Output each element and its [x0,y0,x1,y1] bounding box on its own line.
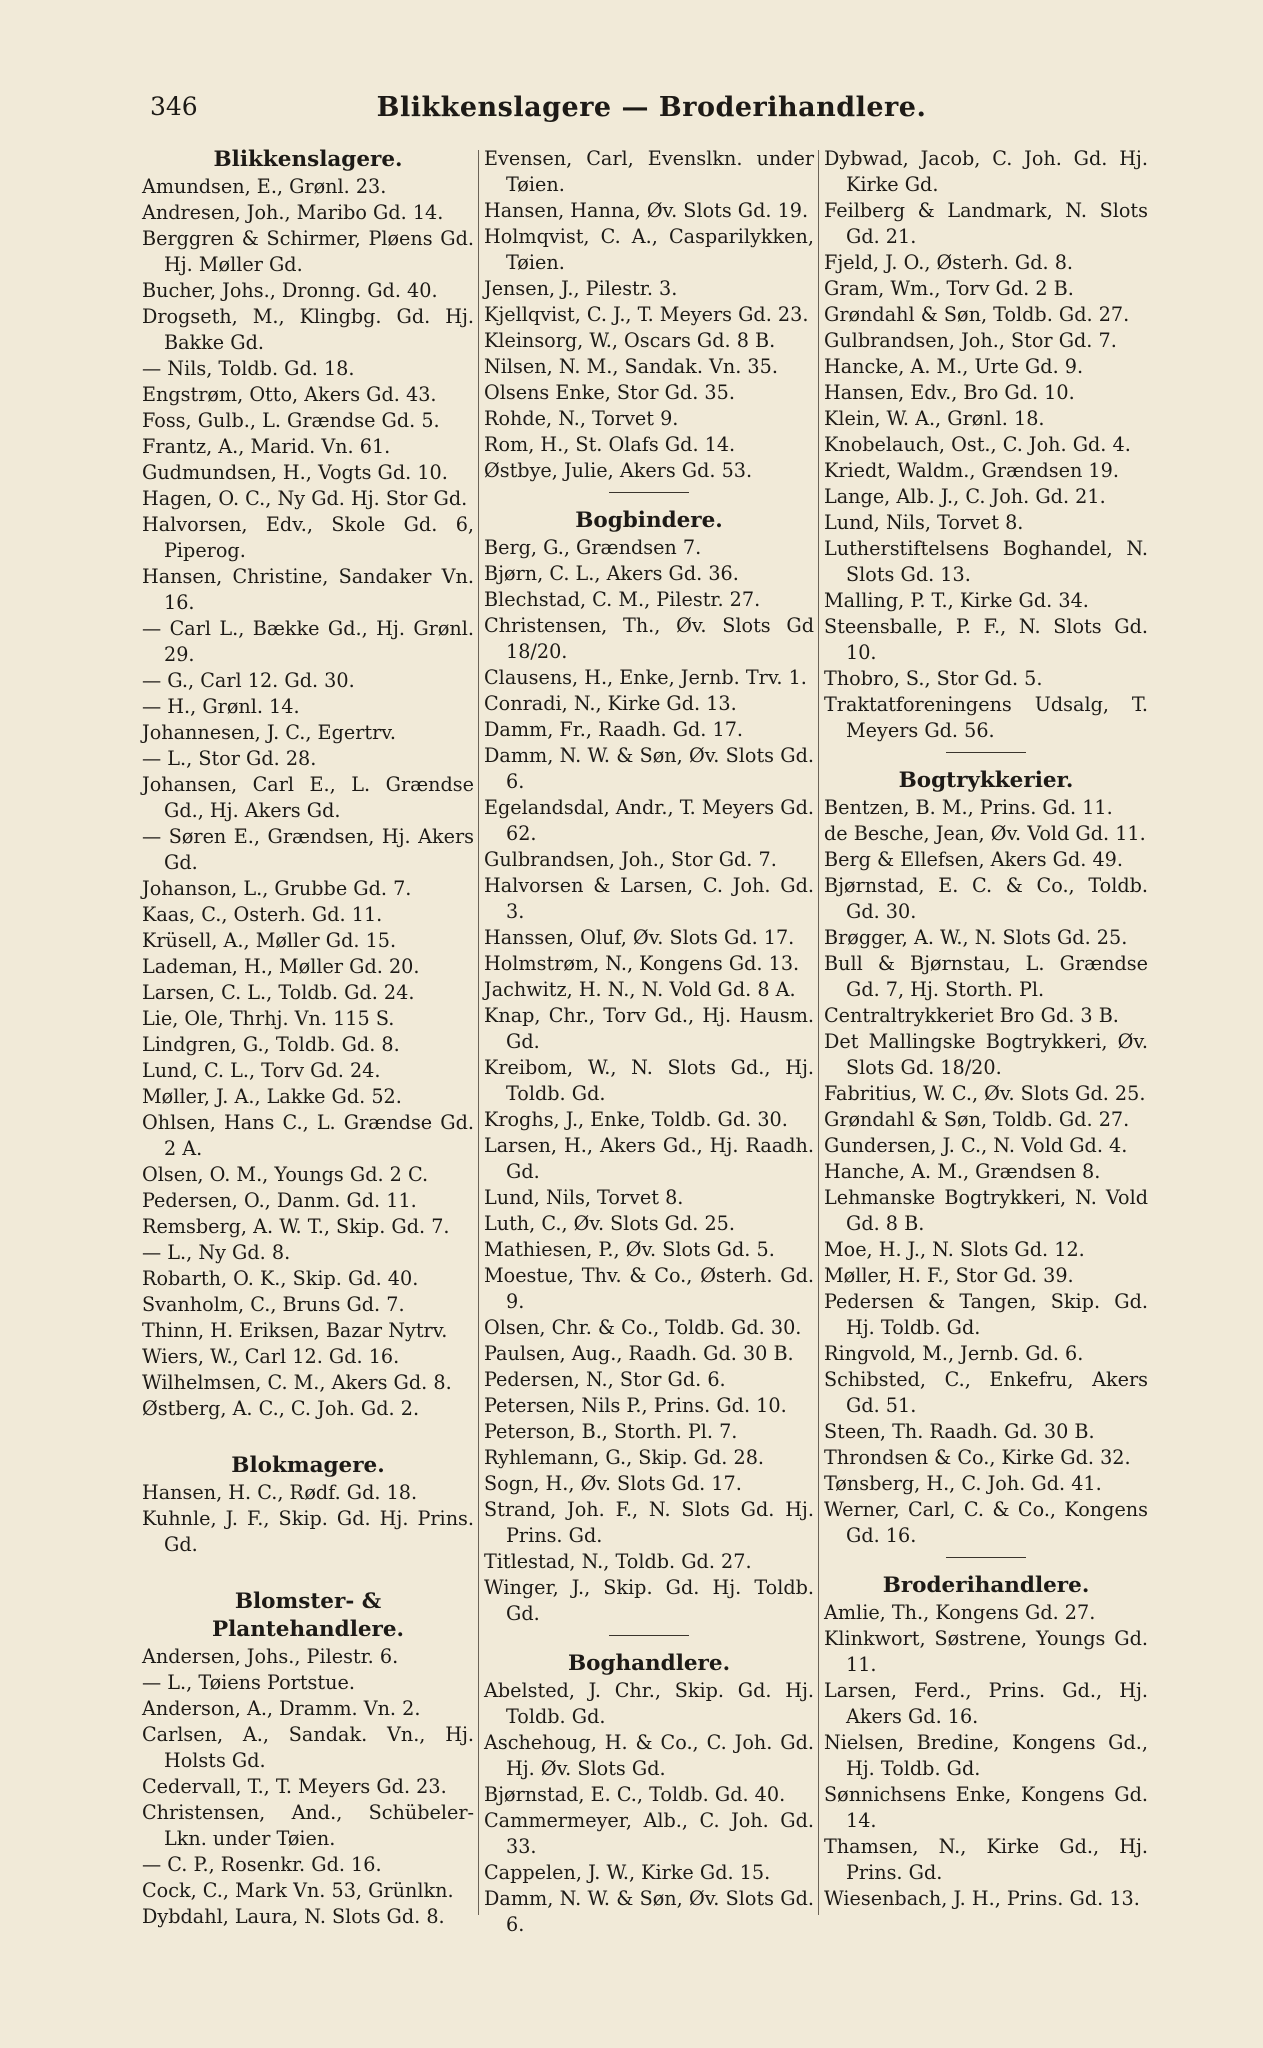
section-separator [946,1557,1026,1558]
directory-entry: Mathiesen, P., Øv. Slots Gd. 5. [484,1238,775,1261]
directory-entry: Damm, N. W. & Søn, Øv. Slots Gd. 6. [484,744,814,793]
directory-entry: Lutherstiftelsens Boghandel, N. Slots Gd. 13. [824,537,1148,586]
directory-entry: Møller, J. A., Lakke Gd. 52. [142,1085,402,1108]
directory-entry: Lund, C. L., Torv Gd. 24. [142,1059,381,1082]
directory-entry: Bucher, Johs., Dronng. Gd. 40. [142,279,438,302]
directory-entry: Drogseth, M., Klingbg. Gd. Hj. Bakke Gd. [142,305,474,354]
directory-entry: Grøndahl & Søn, Toldb. Gd. 27. [824,1108,1130,1131]
directory-entry: Hansen, H. C., Rødf. Gd. 18. [142,1481,418,1504]
directory-entry: Paulsen, Aug., Raadh. Gd. 30 B. [484,1342,794,1365]
directory-entry: Kroghs, J., Enke, Toldb. Gd. 30. [484,1108,788,1131]
directory-entry: Johanson, L., Grubbe Gd. 7. [142,877,412,900]
directory-entry: Foss, Gulb., L. Grændse Gd. 5. [142,409,440,432]
directory-entry: Johannesen, J. C., Egertrv. [142,721,396,744]
directory-entry: Det Mallingske Bogtrykkeri, Øv. Slots Gd. 18/20. [824,1030,1148,1079]
directory-entry: Thobro, S., Stor Gd. 5. [824,667,1043,690]
directory-entry: Amlie, Th., Kongens Gd. 27. [824,1601,1096,1624]
directory-entry: Ryhlemann, G., Skip. Gd. 28. [484,1446,764,1469]
directory-entry: Østberg, A. C., C. Joh. Gd. 2. [142,1397,420,1420]
directory-entry: Pedersen, O., Danm. Gd. 11. [142,1189,417,1212]
directory-entry: Steen, Th. Raadh. Gd. 30 B. [824,1420,1095,1443]
directory-entry: Christensen, Th., Øv. Slots Gd 18/20. [484,614,814,663]
directory-entry: Luth, C., Øv. Slots Gd. 25. [484,1212,735,1235]
directory-entry: Østbye, Julie, Akers Gd. 53. [484,459,753,482]
directory-entry: Moe, H. J., N. Slots Gd. 12. [824,1238,1085,1261]
directory-entry: Schibsted, C., Enkefru, Akers Gd. 51. [824,1368,1148,1417]
directory-entry: Fjeld, J. O., Østerh. Gd. 8. [824,251,1074,274]
directory-entry: Tønsberg, H., C. Joh. Gd. 41. [824,1472,1102,1495]
directory-entry: Hagen, O. C., Ny Gd. Hj. Stor Gd. [142,487,468,510]
directory-entry: Abelsted, J. Chr., Skip. Gd. Hj. Toldb. Gd. [484,1679,814,1728]
directory-entry: Hansen, Christine, Sandaker Vn. 16. [142,565,474,614]
columns [142,146,1148,1936]
running-title: Blikkenslagere — Broderihandlere. [376,92,927,123]
directory-entry: Lehmanske Bogtrykkeri, N. Vold Gd. 8 B. [824,1186,1148,1235]
directory-entry: Remsberg, A. W. T., Skip. Gd. 7. [142,1215,450,1238]
directory-entry: Cammermeyer, Alb., C. Joh. Gd. 33. [484,1809,814,1858]
directory-entry: Dybdahl, Laura, N. Slots Gd. 8. [142,1905,445,1928]
page-header [150,92,1153,132]
directory-entry: Hancke, A. M., Urte Gd. 9. [824,355,1084,378]
page-number: 346 [150,92,198,121]
directory-entry: de Besche, Jean, Øv. Vold Gd. 11. [824,822,1146,845]
directory-entry: Conradi, N., Kirke Gd. 13. [484,692,737,715]
directory-entry: Bull & Bjørnstau, L. Grændse Gd. 7, Hj. Storth. Pl. [824,952,1148,1001]
directory-entry: Sogn, H., Øv. Slots Gd. 17. [484,1472,742,1495]
section-separator [609,492,689,493]
directory-entry: Winger, J., Skip. Gd. Hj. Toldb. Gd. [484,1576,814,1625]
directory-entry: Olsen, Chr. & Co., Toldb. Gd. 30. [484,1316,802,1339]
directory-entry: Lund, Nils, Torvet 8. [824,511,1024,534]
directory-entry: Bjørnstad, E. C. & Co., Toldb. Gd. 30. [824,874,1148,923]
directory-entry: Olsens Enke, Stor Gd. 35. [484,381,735,404]
directory-entry: Krüsell, A., Møller Gd. 15. [142,929,397,952]
directory-entry: Johansen, Carl E., L. Grændse Gd., Hj. Akers Gd. [142,773,474,822]
directory-entry: Nilsen, N. M., Sandak. Vn. 35. [484,355,778,378]
directory-entry: — L., Stor Gd. 28. [142,747,317,770]
directory-entry: Halvorsen, Edv., Skole Gd. 6, Piperog. [142,513,474,562]
directory-entry: Bjørnstad, E. C., Toldb. Gd. 40. [484,1783,786,1806]
section-heading: Blomster- & Plantehandlere. [211,1589,405,1642]
section-gap [142,1558,474,1588]
directory-entry: — L., Ny Gd. 8. [142,1241,291,1264]
section-separator [946,752,1026,753]
directory-entry: Holmstrøm, N., Kongens Gd. 13. [484,952,800,975]
directory-entry: Thamsen, N., Kirke Gd., Hj. Prins. Gd. [824,1835,1148,1884]
directory-entry: Damm, N. W. & Søn, Øv. Slots Gd. 6. [484,1887,814,1936]
directory-entry: Centraltrykkeriet Bro Gd. 3 B. [824,1004,1119,1027]
directory-entry: Cedervall, T., T. Meyers Gd. 23. [142,1775,447,1798]
directory-entry: Klein, W. A., Grønl. 18. [824,407,1045,430]
directory-entry: — Søren E., Grændsen, Hj. Akers Gd. [142,825,474,874]
directory-entry: Knap, Chr., Torv Gd., Hj. Hausm. Gd. [484,1004,814,1053]
directory-entry: Thinn, H. Eriksen, Bazar Nytrv. [142,1319,448,1342]
directory-entry: Larsen, H., Akers Gd., Hj. Raadh. Gd. [484,1134,814,1183]
directory-entry: Gulbrandsen, Joh., Stor Gd. 7. [484,848,777,871]
directory-entry: Carlsen, A., Sandak. Vn., Hj. Holsts Gd. [142,1723,474,1772]
directory-entry: Malling, P. T., Kirke Gd. 34. [824,589,1089,612]
directory-entry: Wiers, W., Carl 12. Gd. 16. [142,1345,400,1368]
section-separator [609,1635,689,1636]
directory-entry: Andresen, Joh., Maribo Gd. 14. [142,201,444,224]
directory-entry: Christensen, And., Schübeler-Lkn. under Tøien. [142,1801,474,1850]
column-3 [824,146,1148,1916]
directory-entry: Kjellqvist, C. J., T. Meyers Gd. 23. [484,303,809,326]
directory-entry: — C. P., Rosenkr. Gd. 16. [142,1853,382,1876]
directory-entry: Lange, Alb. J., C. Joh. Gd. 21. [824,485,1106,508]
directory-entry: Pedersen & Tangen, Skip. Gd. Hj. Toldb. Gd. [824,1290,1148,1339]
directory-entry: Berggren & Schirmer, Pløens Gd. Hj. Møller Gd. [142,227,474,276]
directory-entry: Bentzen, B. M., Prins. Gd. 11. [824,796,1113,819]
section-heading: Boghandlere. [567,1651,731,1676]
directory-entry: Rom, H., St. Olafs Gd. 14. [484,433,736,456]
directory-entry: Berg & Ellefsen, Akers Gd. 49. [824,848,1123,871]
directory-entry: Damm, Fr., Raadh. Gd. 17. [484,718,744,741]
directory-entry: Frantz, A., Marid. Vn. 61. [142,435,391,458]
directory-entry: Ohlsen, Hans C., L. Grændse Gd. 2 A. [142,1111,474,1160]
column-2 [484,146,814,1936]
directory-entry: Gram, Wm., Torv Gd. 2 B. [824,277,1074,300]
directory-entry: — Carl L., Bække Gd., Hj. Grønl. 29. [142,617,474,666]
directory-entry: Andersen, Johs., Pilestr. 6. [142,1645,399,1668]
directory-entry: Fabritius, W. C., Øv. Slots Gd. 25. [824,1082,1146,1105]
directory-entry: Kriedt, Waldm., Grændsen 19. [824,459,1119,482]
directory-entry: Wiesenbach, J. H., Prins. Gd. 13. [824,1887,1140,1910]
directory-entry: Anderson, A., Dramm. Vn. 2. [142,1697,421,1720]
directory-entry: Engstrøm, Otto, Akers Gd. 43. [142,383,437,406]
directory-entry: Hansen, Hanna, Øv. Slots Gd. 19. [484,199,809,222]
directory-entry: Nielsen, Bredine, Kongens Gd., Hj. Toldb. Gd. [824,1731,1148,1780]
directory-entry: Cock, C., Mark Vn. 53, Grünlkn. [142,1879,454,1902]
directory-entry: Lademan, H., Møller Gd. 20. [142,955,420,978]
directory-entry: Kreibom, W., N. Slots Gd., Hj. Toldb. Gd. [484,1056,814,1105]
directory-entry: Halvorsen & Larsen, C. Joh. Gd. 3. [484,874,814,923]
directory-entry: Lund, Nils, Torvet 8. [484,1186,684,1209]
directory-entry: Robarth, O. K., Skip. Gd. 40. [142,1267,419,1290]
column-1 [142,146,474,1928]
directory-entry: Kaas, C., Osterh. Gd. 11. [142,903,383,926]
directory-entry: Jachwitz, H. N., N. Vold Gd. 8 A. [484,978,796,1001]
directory-entry: Olsen, O. M., Youngs Gd. 2 C. [142,1163,429,1186]
directory-entry: Lindgren, G., Toldb. Gd. 8. [142,1033,400,1056]
directory-entry: Kuhnle, J. F., Skip. Gd. Hj. Prins. Gd. [142,1507,474,1556]
directory-entry: Knobelauch, Ost., C. Joh. Gd. 4. [824,433,1131,456]
directory-entry: Egelandsdal, Andr., T. Meyers Gd. 62. [484,796,814,845]
directory-entry: Evensen, Carl, Evenslkn. under Tøien. [484,147,814,196]
directory-entry: Clausens, H., Enke, Jernb. Trv. 1. [484,666,807,689]
directory-entry: Bjørn, C. L., Akers Gd. 36. [484,562,739,585]
directory-entry: Ringvold, M., Jernb. Gd. 6. [824,1342,1084,1365]
directory-entry: Rohde, N., Torvet 9. [484,407,679,430]
directory-entry: Amundsen, E., Grønl. 23. [142,175,387,198]
directory-entry: Hansen, Edv., Bro Gd. 10. [824,381,1075,404]
directory-entry: Pedersen, N., Stor Gd. 6. [484,1368,726,1391]
section-heading: Broderihandlere. [882,1573,1090,1598]
directory-entry: Dybwad, Jacob, C. Joh. Gd. Hj. Kirke Gd. [824,147,1148,196]
directory-entry: Titlestad, N., Toldb. Gd. 27. [484,1550,752,1573]
directory-entry: Traktatforeningens Udsalg, T. Meyers Gd. 56. [824,693,1148,742]
directory-entry: Svanholm, C., Bruns Gd. 7. [142,1293,405,1316]
directory-entry: Hanssen, Oluf, Øv. Slots Gd. 17. [484,926,795,949]
directory-entry: Klinkwort, Søstrene, Youngs Gd. 11. [824,1627,1148,1676]
directory-entry: Feilberg & Landmark, N. Slots Gd. 21. [824,199,1148,248]
directory-entry: Aschehoug, H. & Co., C. Joh. Gd. Hj. Øv. Slots Gd. [484,1731,814,1780]
directory-entry: Moestue, Thv. & Co., Østerh. Gd. 9. [484,1264,814,1313]
directory-entry: Sønnichsens Enke, Kongens Gd. 14. [824,1783,1148,1832]
section-heading: Bogtrykkerier. [898,768,1074,793]
directory-entry: Gulbrandsen, Joh., Stor Gd. 7. [824,329,1117,352]
directory-entry: Strand, Joh. F., N. Slots Gd. Hj. Prins. Gd. [484,1498,814,1547]
directory-entry: Brøgger, A. W., N. Slots Gd. 25. [824,926,1128,949]
section-heading: Blikkenslagere. [213,147,403,172]
directory-entry: Wilhelmsen, C. M., Akers Gd. 8. [142,1371,452,1394]
directory-entry: — L., Tøiens Portstue. [142,1671,355,1694]
directory-entry: Cappelen, J. W., Kirke Gd. 15. [484,1861,771,1884]
directory-entry: Throndsen & Co., Kirke Gd. 32. [824,1446,1131,1469]
directory-entry: Grøndahl & Søn, Toldb. Gd. 27. [824,303,1130,326]
directory-entry: Blechstad, C. M., Pilestr. 27. [484,588,761,611]
directory-entry: Petersen, Nils P., Prins. Gd. 10. [484,1394,787,1417]
directory-entry: — H., Grønl. 14. [142,695,300,718]
directory-entry: — G., Carl 12. Gd. 30. [142,669,355,692]
directory-entry: Hanche, A. M., Grændsen 8. [824,1160,1101,1183]
directory-entry: Peterson, B., Storth. Pl. 7. [484,1420,738,1443]
directory-entry: — Nils, Toldb. Gd. 18. [142,357,355,380]
directory-entry: Møller, H. F., Stor Gd. 39. [824,1264,1074,1287]
directory-entry: Kleinsorg, W., Oscars Gd. 8 B. [484,329,776,352]
directory-entry: Gudmundsen, H., Vogts Gd. 10. [142,461,448,484]
directory-entry: Larsen, C. L., Toldb. Gd. 24. [142,981,415,1004]
directory-entry: Berg, G., Grændsen 7. [484,536,702,559]
directory-entry: Werner, Carl, C. & Co., Kongens Gd. 16. [824,1498,1148,1547]
directory-entry: Larsen, Ferd., Prins. Gd., Hj. Akers Gd. 16. [824,1679,1148,1728]
directory-entry: Holmqvist, C. A., Casparilykken, Tøien. [484,225,814,274]
section-gap [142,1422,474,1452]
section-heading: Bogbindere. [575,508,723,533]
directory-entry: Gundersen, J. C., N. Vold Gd. 4. [824,1134,1128,1157]
directory-entry: Lie, Ole, Thrhj. Vn. 115 S. [142,1007,395,1030]
section-heading: Blokmagere. [231,1453,385,1478]
directory-entry: Steensballe, P. F., N. Slots Gd. 10. [824,615,1148,664]
directory-entry: Jensen, J., Pilestr. 3. [484,277,678,300]
